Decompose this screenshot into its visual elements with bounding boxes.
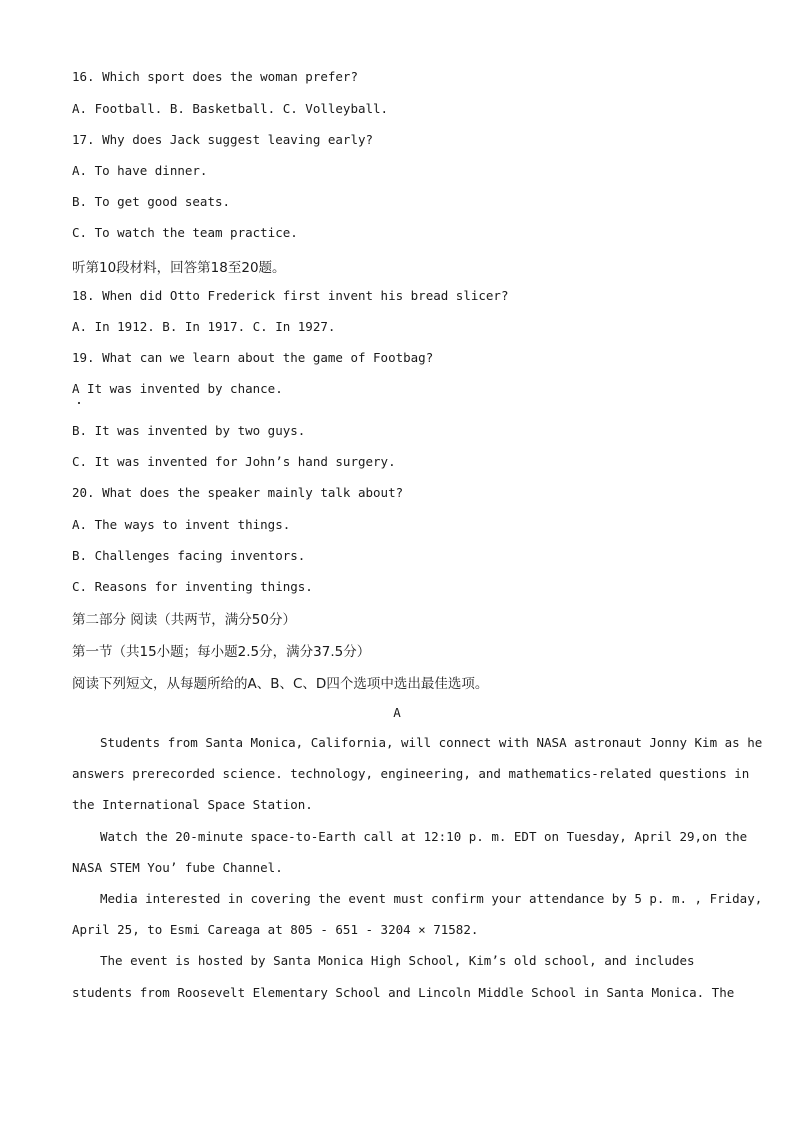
question-20: 20. What does the speaker mainly talk about? (72, 485, 404, 500)
passage-label: A (393, 705, 401, 720)
question-18: 18. When did Otto Frederick first invent his bread slicer? (72, 288, 509, 303)
question-16: 16. Which sport does the woman prefer? (72, 69, 358, 84)
question-17-option-b: B. To get good seats. (72, 194, 231, 209)
section-10-instruction: 听第10段材料，回答第18至20题。 (72, 260, 286, 276)
question-17-option-a: A. To have dinner. (72, 163, 208, 178)
paragraph-2-line-2: NASA STEM You’ fube Channel. (72, 860, 283, 875)
paragraph-2-line-1: Watch the 20-minute space-to-Earth call at 12:10 p. m. EDT on Tuesday, April 29,on the (100, 829, 748, 844)
paragraph-1-line-3: the International Space Station. (72, 797, 313, 812)
question-20-option-b: B. Challenges facing inventors. (72, 548, 306, 563)
reading-section-title: 第一节（共15小题；每小题2.5分，满分37.5分） (72, 644, 371, 660)
question-20-option-a: A. The ways to invent things. (72, 517, 291, 532)
paragraph-4-line-2: students from Roosevelt Elementary School and Lincoln Middle School in Santa Monica. The (72, 985, 735, 1000)
paragraph-1-line-2: answers prerecorded science. technology, engineering, and mathematics-related questions in (72, 766, 750, 781)
reading-part-title: 第二部分 阅读（共两节，满分50分） (72, 612, 296, 628)
question-19-option-a: A It was invented by chance. (72, 381, 283, 396)
question-16-options: A. Football. B. Basketball. C. Volleyball. (72, 101, 389, 116)
paragraph-1-line-1: Students from Santa Monica, California, will connect with NASA astronaut Jonny Kim as he (100, 735, 763, 750)
question-20-option-c: C. Reasons for inventing things. (72, 579, 313, 594)
paragraph-4-line-1: The event is hosted by Santa Monica High School, Kim’s old school, and includes (100, 953, 695, 968)
reading-instruction: 阅读下列短文，从每题所给的A、B、C、D四个选项中选出最佳选项。 (72, 676, 489, 692)
paragraph-3-line-2: April 25, to Esmi Careaga at 805 - 651 - 3204 × 71582. (72, 922, 479, 937)
paragraph-3-line-1: Media interested in covering the event must confirm your attendance by 5 p. m. , Friday, (100, 891, 763, 906)
stray-mark (78, 402, 80, 404)
question-19-option-c: C. It was invented for John’s hand surgery. (72, 454, 396, 469)
question-19: 19. What can we learn about the game of Footbag? (72, 350, 434, 365)
question-17-option-c: C. To watch the team practice. (72, 225, 298, 240)
question-17: 17. Why does Jack suggest leaving early? (72, 132, 374, 147)
question-18-options: A. In 1912. B. In 1917. C. In 1927. (72, 319, 336, 334)
question-19-option-b: B. It was invented by two guys. (72, 423, 306, 438)
